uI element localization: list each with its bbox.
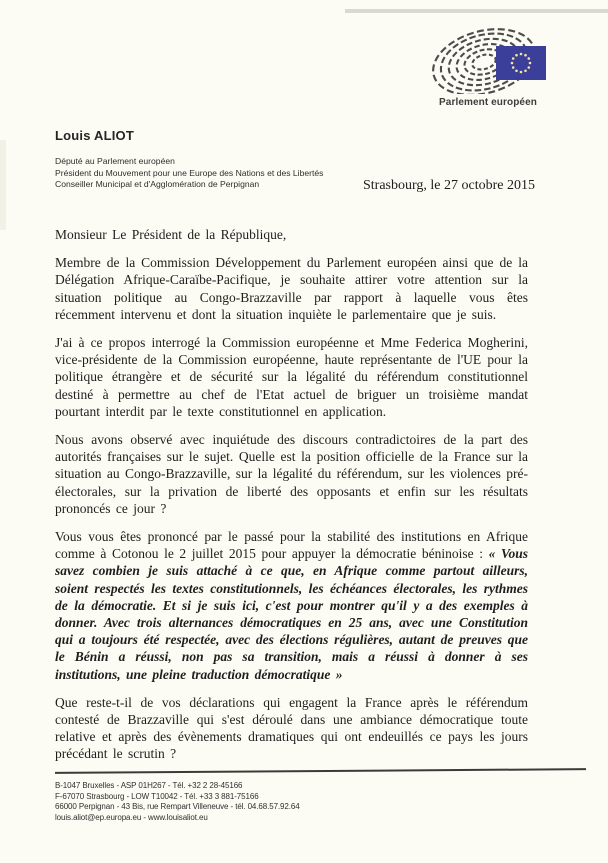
- footer-email-web: louis.aliot@ep.europa.eu - www.louisaliot.eu: [55, 812, 208, 822]
- footer-address-strasbourg: F-67070 Strasbourg - LOW T10042 - Tél. +33 3 881-75166: [55, 791, 259, 801]
- sender-title-president: Président du Mouvement pour une Europe des Nations et des Libertés: [55, 167, 324, 178]
- scan-artifact-top: [345, 9, 608, 13]
- logo-caption: Parlement européen: [439, 97, 537, 108]
- body-paragraph-3: Nous avons observé avec inquiétude des discours contradictoires de la part des autorités françaises sur le sujet. Quelle est la position officielle de la France sur la situation au Congo-Brazzaville, sur la légalité du référendum, sur les violences pré-électorales, sur la privation de liberté des opposants et enfin sur les résultats prononcés ce jour ?: [55, 432, 528, 516]
- hemicycle-flag-graphic: [412, 28, 564, 94]
- footer-address-bruxelles: B-1047 Bruxelles - ASP 01H267 - Tél. +32 2 28-45166: [55, 781, 243, 790]
- quoted-text: « Vous savez combien je suis attaché à ce que, en Afrique comme partout ailleurs, soient respectés les textes constitutionnels, les échéances électorales, les rythmes de la démocratie. Et si je suis ici, c'est pour montrer qu'il y a des exemples à donner. Avec trois alternances démocratiques en 25 ans, avec une Constitution qui a toujours été respectée, avec des élections régulières, autant de preuves que le Bénin a réussi, non pas sa transition, mais a réussi à donner à ses institutions, une pleine traduction démocratique »: [55, 546, 528, 682]
- sender-block: [55, 128, 323, 191]
- letter-body: [55, 226, 528, 774]
- sender-title-mep: Député au Parlement européen: [55, 156, 175, 166]
- footer-address-perpignan: 66000 Perpignan - 43 Bis, rue Rempart Villeneuve - tél. 04.68.57.92.64: [55, 802, 300, 811]
- dateline: Strasbourg, le 27 octobre 2015: [363, 178, 535, 193]
- european-parliament-logo: [412, 28, 564, 108]
- scan-artifact-left: [0, 140, 6, 230]
- sender-title-conseiller: Conseiller Municipal et d'Agglomération de Perpignan: [55, 179, 260, 189]
- quote-lead: Vous vous êtes prononcé par le passé pour la stabilité des institutions en Afrique comme à Cotonou le 2 juillet 2015 pour appuyer la démocratie béninoise :: [55, 529, 528, 562]
- body-paragraph-closing: Que reste-t-il de vos déclarations qui engagent la France après le référendum contesté de Brazzaville qui s'est déroulé dans une ambiance démocratique toute relative et après des évènements dramatiques qui ont endeuillés ce pays les jours précédant le scrutin ?: [55, 694, 528, 762]
- sender-name: Louis ALIOT: [55, 128, 134, 143]
- body-paragraph-2: J'ai à ce propos interrogé la Commission européenne et Mme Federica Mogherini, vice-présidente de la Commission européenne, haute représentante de l'UE pour la politique étrangère et de sécurité sur la légalité du référendum constitutionnel destiné à permettre au chef de l'Etat actuel de briguer un troisième mandat pourtant interdit par le texte constitutionnel en application.: [55, 335, 528, 419]
- eu-flag: [496, 46, 546, 80]
- letterhead-footer: [55, 770, 586, 823]
- body-paragraph-quote: [55, 528, 528, 683]
- salutation: Monsieur Le Président de la République,: [55, 227, 287, 242]
- body-paragraph-1: Membre de la Commission Développement du Parlement européen ainsi que de la Délégation Afrique-Caraïbe-Pacifique, je souhaite attirer votre attention sur la situation politique au Congo-Brazzaville par rapport à laquelle vous êtes récemment intervenu et dont la situation inquiète le parlementaire que je suis.: [55, 255, 528, 322]
